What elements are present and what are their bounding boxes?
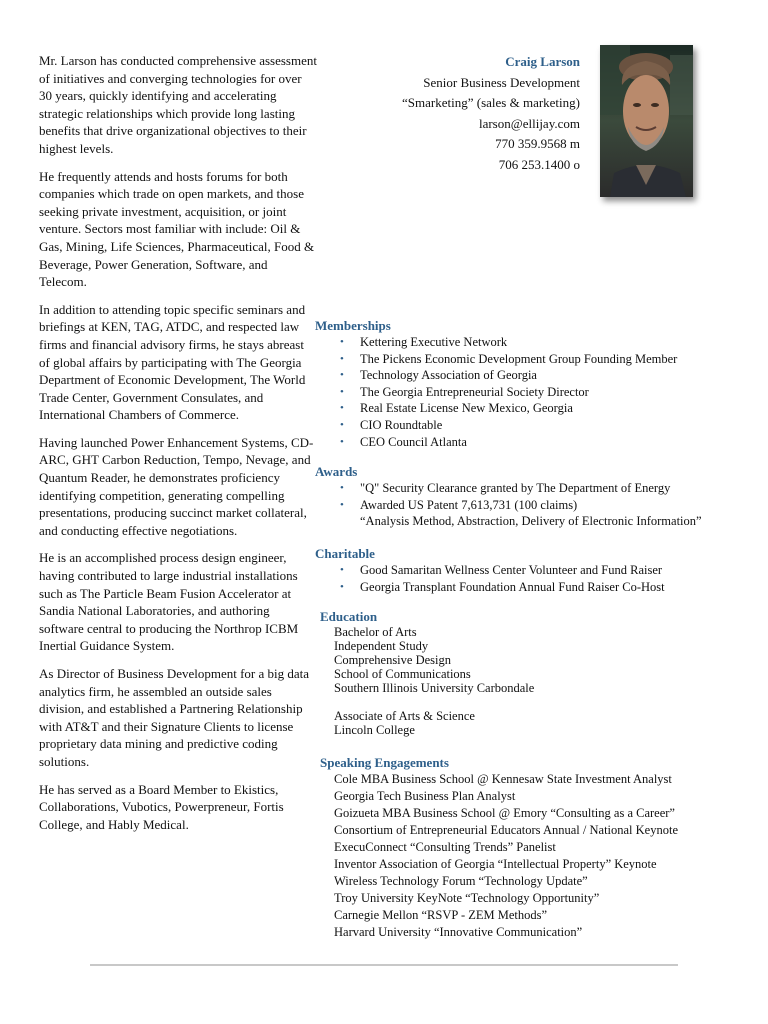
education-line: School of Communications — [334, 667, 471, 681]
contact-name: Craig Larson — [505, 54, 580, 69]
list-item: • CIO Roundtable — [340, 417, 443, 432]
education-line: Comprehensive Design — [334, 653, 451, 667]
list-item: • Real Estate License New Mexico, Georgia — [340, 401, 573, 416]
education-line: Southern Illinois University Carbondale — [334, 681, 535, 695]
contact-mobile: 770 359.9568 m — [495, 136, 580, 151]
speaking-line: Goizueta MBA Business School @ Emory “Consulting as a Career” — [334, 806, 675, 820]
memberships-heading: Memberships — [315, 318, 391, 333]
bio-paragraph: He has served as a Board Member to Ekistics, Collaborations, Vubotics, Powerpreneur, Fortis College, and Hably Medical. — [39, 781, 284, 832]
bio-column — [39, 52, 317, 843]
speaking-line: Consortium of Entrepreneurial Educators Annual / National Keynote — [334, 823, 679, 837]
awards-heading: Awards — [315, 464, 358, 479]
list-item: • Awarded US Patent 7,613,731 (100 claims) “Analysis Method, Abstraction, Delivery of Electronic Information” — [340, 497, 702, 529]
bio-paragraph: Mr. Larson has conducted comprehensive assessment of initiatives and converging technologies for over 30 years, quickly identifying and accelerating strategic relationships which provide long lasting benefits that drive organizational objectives to their highest levels. — [39, 53, 317, 156]
bullet-icon: • — [340, 498, 344, 511]
speaking-section — [320, 754, 760, 941]
bullet-icon: • — [340, 580, 344, 593]
list-item: • The Pickens Economic Development Group Founding Member — [340, 351, 678, 366]
speaking-line: Georgia Tech Business Plan Analyst — [334, 789, 516, 803]
contact-tagline: “Smarketing” (sales & marketing) — [402, 95, 580, 110]
list-item: • Good Samaritan Wellness Center Volunteer and Fund Raiser — [340, 563, 663, 577]
speaking-line: Cole MBA Business School @ Kennesaw State Investment Analyst — [334, 772, 672, 786]
awards-section — [315, 464, 755, 530]
speaking-heading: Speaking Engagements — [320, 755, 449, 770]
speaking-line: Wireless Technology Forum “Technology Update” — [334, 874, 588, 888]
charitable-heading: Charitable — [315, 546, 375, 561]
education-line — [334, 695, 760, 709]
bullet-icon: • — [340, 369, 344, 382]
bio-paragraph: Having launched Power Enhancement Systems, CD-ARC, GHT Carbon Reduction, Tempo, Nevage, and Quantum Reader, he demonstrates proficiency identifying competition, generating compelling presentations, producing succinct market collateral, and conducting effective negotiations. — [39, 434, 314, 538]
bullet-icon: • — [340, 385, 344, 398]
education-line: Bachelor of Arts — [334, 625, 417, 639]
list-item: • The Georgia Entrepreneurial Society Director — [340, 384, 589, 399]
portrait-photo — [600, 45, 693, 197]
bullet-icon: • — [340, 352, 344, 365]
charitable-section — [315, 546, 755, 595]
bio-paragraph: He is an accomplished process design engineer, having contributed to large industrial installations such as The Particle Beam Fusion Accelerator at Sandia National Laboratories, and authoring software central to producing the Northrop ICBM Inertial Guidance System. — [39, 550, 299, 654]
footer-divider — [90, 964, 678, 966]
contact-office: 706 253.1400 o — [498, 156, 580, 172]
list-item: • CEO Council Atlanta — [340, 434, 467, 449]
list-item: • Technology Association of Georgia — [340, 368, 537, 383]
bio-paragraph: He frequently attends and hosts forums for both companies which trade on open markets, and those seeking private investment, acquisition, or joint venture. Sectors most familiar with include: Oil & Gas, Mining, Life Sciences, Pharmaceutical, Food & Beverage, Power Generation, Software, and Telecom. — [39, 168, 315, 290]
speaking-line: Carnegie Mellon “RSVP - ZEM Methods” — [334, 908, 548, 922]
bio-paragraph: As Director of Business Development for a big data analytics firm, he assembled an outside sales division, and established a Partnering Relationship with AT&T and their Signature Clients to license proprietary data mining and predictive coding solutions. — [39, 666, 310, 769]
list-item: • Georgia Transplant Foundation Annual Fund Raiser Co-Host — [340, 579, 665, 594]
speaking-line: Troy University KeyNote “Technology Opportunity” — [334, 891, 600, 905]
speaking-line: ExecuConnect “Consulting Trends” Panelist — [334, 840, 556, 854]
education-section — [320, 609, 760, 737]
bullet-icon: • — [340, 418, 344, 431]
bullet-icon: • — [340, 564, 344, 576]
education-line: Lincoln College — [334, 723, 415, 737]
list-item: • Kettering Executive Network — [340, 335, 508, 349]
education-line: Independent Study — [334, 639, 429, 653]
education-heading: Education — [320, 609, 378, 624]
contact-block — [402, 52, 580, 175]
portrait-image — [600, 45, 693, 197]
bullet-icon: • — [340, 435, 344, 448]
bullet-icon: • — [340, 402, 344, 415]
bullet-icon: • — [340, 482, 344, 494]
contact-email[interactable]: larson@ellijay.com — [478, 115, 580, 131]
bio-paragraph: In addition to attending topic specific seminars and briefings at KEN, TAG, ATDC, and respected law firms and financial advisory firms, he stays abreast of global affairs by participating with The Georgia Department of Economic Development, The World Trade Center, Government Consulates, and International Chambers of Commerce. — [39, 301, 306, 423]
list-item: • "Q" Security Clearance granted by The Department of Energy — [340, 481, 671, 495]
memberships-section — [315, 318, 755, 450]
contact-title: Senior Business Development — [423, 74, 580, 90]
speaking-line: Inventor Association of Georgia “Intellectual Property” Keynote — [334, 857, 657, 871]
speaking-line: Harvard University “Innovative Communication” — [334, 925, 583, 939]
education-line: Associate of Arts & Science — [334, 709, 475, 723]
bullet-icon: • — [340, 336, 344, 348]
patent-subtitle: “Analysis Method, Abstraction, Delivery of Electronic Information” — [360, 514, 702, 529]
